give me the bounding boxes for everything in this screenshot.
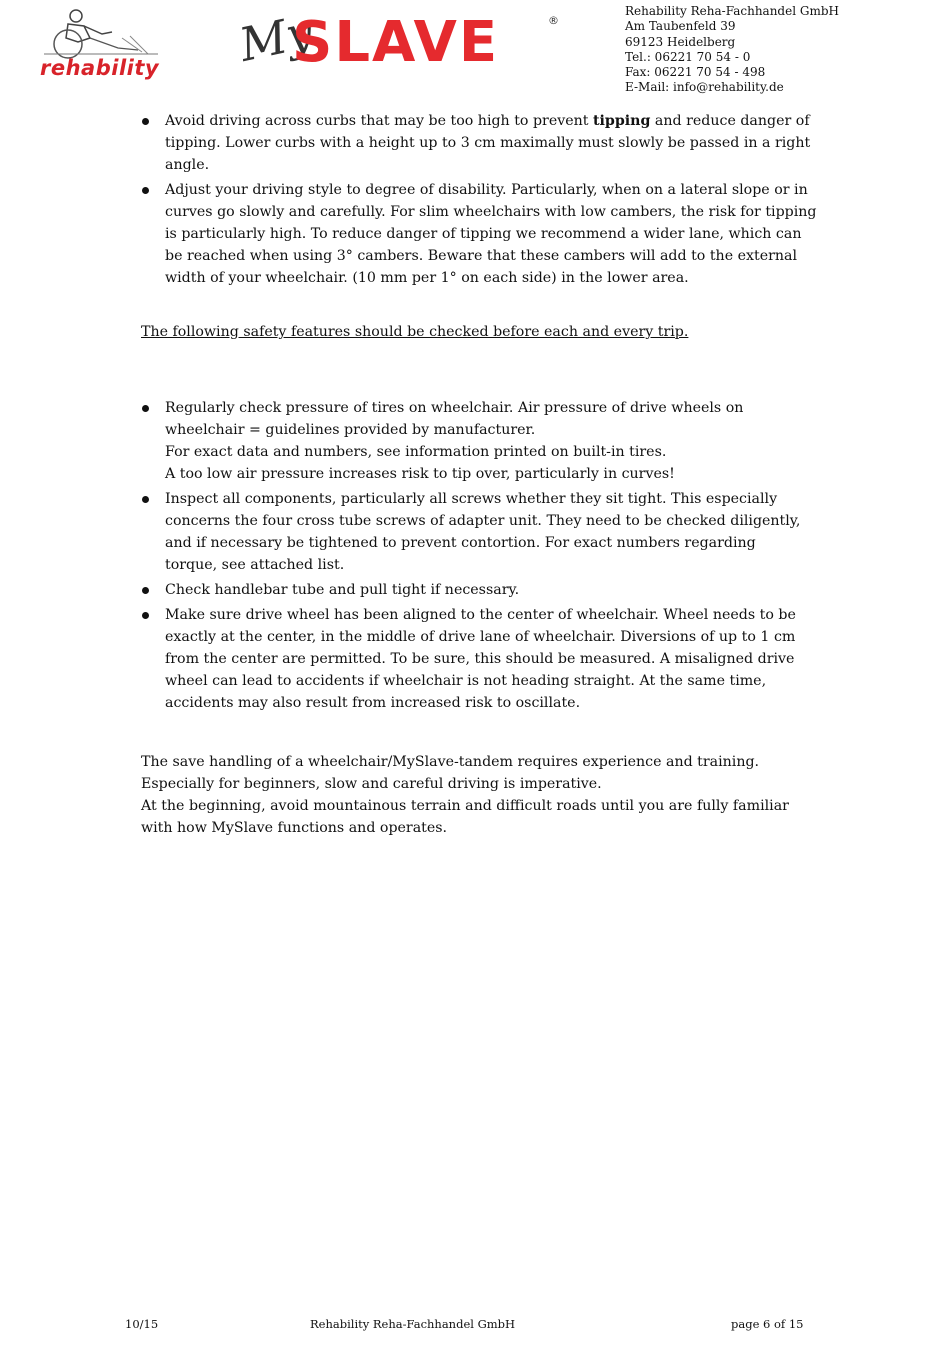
footer-company: Rehability Reha-Fachhandel GmbH	[310, 1317, 516, 1331]
text-line: from the center are permitted. To be sure, this should be measured. A misaligned drive	[165, 651, 795, 667]
text-line: and if necessary be tightened to prevent contortion. For exact numbers regarding	[165, 535, 756, 551]
registered-mark: ®	[548, 14, 559, 27]
text-span: and reduce danger of	[650, 113, 810, 129]
text-line: torque, see attached list.	[165, 557, 345, 573]
wheelchair-athlete-icon	[38, 8, 178, 60]
rehability-logo-text: rehability	[40, 56, 160, 80]
myslave-logo-name: SLAVE	[292, 10, 500, 75]
bullet-icon	[142, 405, 149, 412]
text-line: curves go slowly and carefully. For slim wheelchairs with low cambers, the risk for tipping	[165, 204, 817, 220]
company-email: E-Mail: info@rehability.de	[625, 80, 784, 95]
list-item	[141, 604, 801, 714]
text-line: with how MySlave functions and operates.	[141, 820, 448, 836]
safety-heading: The following safety features should be checked before each and every trip.	[141, 324, 689, 340]
myslave-logo-prefix: My	[234, 3, 318, 72]
company-fax: Fax: 06221 70 54 - 498	[625, 65, 766, 80]
driving-advice-list	[141, 110, 817, 289]
bullet-icon	[142, 118, 149, 125]
list-item	[141, 179, 817, 289]
company-city: 69123 Heidelberg	[625, 34, 736, 49]
text-line: concerns the four cross tube screws of adapter unit. They need to be checked diligently,	[165, 513, 801, 529]
company-address	[625, 4, 839, 96]
text-line: accidents may also result from increased risk to oscillate.	[165, 695, 581, 711]
myslave-logo	[234, 3, 566, 78]
closing-paragraph	[141, 751, 789, 839]
safety-checklist-list	[141, 397, 801, 714]
text-line: Especially for beginners, slow and careful driving is imperative.	[141, 776, 602, 792]
text-line	[165, 110, 810, 132]
bullet-icon	[142, 587, 149, 594]
text-span: Avoid driving across curbs that may be too high to prevent	[165, 113, 593, 129]
company-phone: Tel.: 06221 70 54 - 0	[625, 49, 751, 64]
text-line: Check handlebar tube and pull tight if necessary.	[165, 582, 520, 598]
text-line: Regularly check pressure of tires on wheelchair. Air pressure of drive wheels on	[165, 400, 744, 416]
text-line: be reached when using 3° cambers. Beware that these cambers will add to the external	[165, 248, 798, 264]
text-line: At the beginning, avoid mountainous terrain and difficult roads until you are fully familiar	[141, 798, 789, 814]
text-line: wheel can lead to accidents if wheelchair is not heading straight. At the same time,	[165, 673, 767, 689]
text-line: is particularly high. To reduce danger of tipping we recommend a wider lane, which can	[165, 226, 802, 242]
list-item	[141, 579, 801, 601]
text-line: width of your wheelchair. (10 mm per 1° on each side) in the lower area.	[165, 270, 689, 286]
emphasis-tipping: tipping	[592, 113, 651, 129]
page-number: page 6 of 15	[731, 1317, 804, 1331]
text-line: Make sure drive wheel has been aligned to the center of wheelchair. Wheel needs to be	[165, 607, 796, 623]
footer-version: 10/15	[125, 1317, 159, 1331]
bullet-icon	[142, 496, 149, 503]
bullet-icon	[142, 612, 149, 619]
text-line: For exact data and numbers, see information printed on built-in tires.	[165, 444, 667, 460]
driving-advice	[141, 110, 817, 292]
text-line: angle.	[165, 157, 210, 173]
text-line: The save handling of a wheelchair/MySlave-tandem requires experience and training.	[141, 754, 760, 770]
safety-checklist	[141, 397, 801, 717]
bullet-icon	[142, 187, 149, 194]
company-name: Rehability Reha-Fachhandel GmbH	[625, 4, 839, 18]
list-item	[141, 110, 811, 176]
text-line: A too low air pressure increases risk to tip over, particularly in curves!	[165, 466, 675, 482]
text-line: Inspect all components, particularly all screws whether they sit tight. This especially	[165, 491, 778, 507]
list-item	[141, 397, 801, 485]
company-street: Am Taubenfeld 39	[625, 19, 736, 34]
list-item	[141, 488, 801, 576]
rehability-logo	[38, 8, 178, 80]
text-line: exactly at the center, in the middle of drive lane of wheelchair. Diversions of up to 1 cm	[165, 629, 796, 645]
text-line: Adjust your driving style to degree of disability. Particularly, when on a lateral slope or in	[165, 182, 808, 198]
text-line: tipping. Lower curbs with a height up to 3 cm maximally must slowly be passed in a right	[165, 135, 811, 151]
text-line: wheelchair = guidelines provided by manufacturer.	[165, 422, 536, 438]
